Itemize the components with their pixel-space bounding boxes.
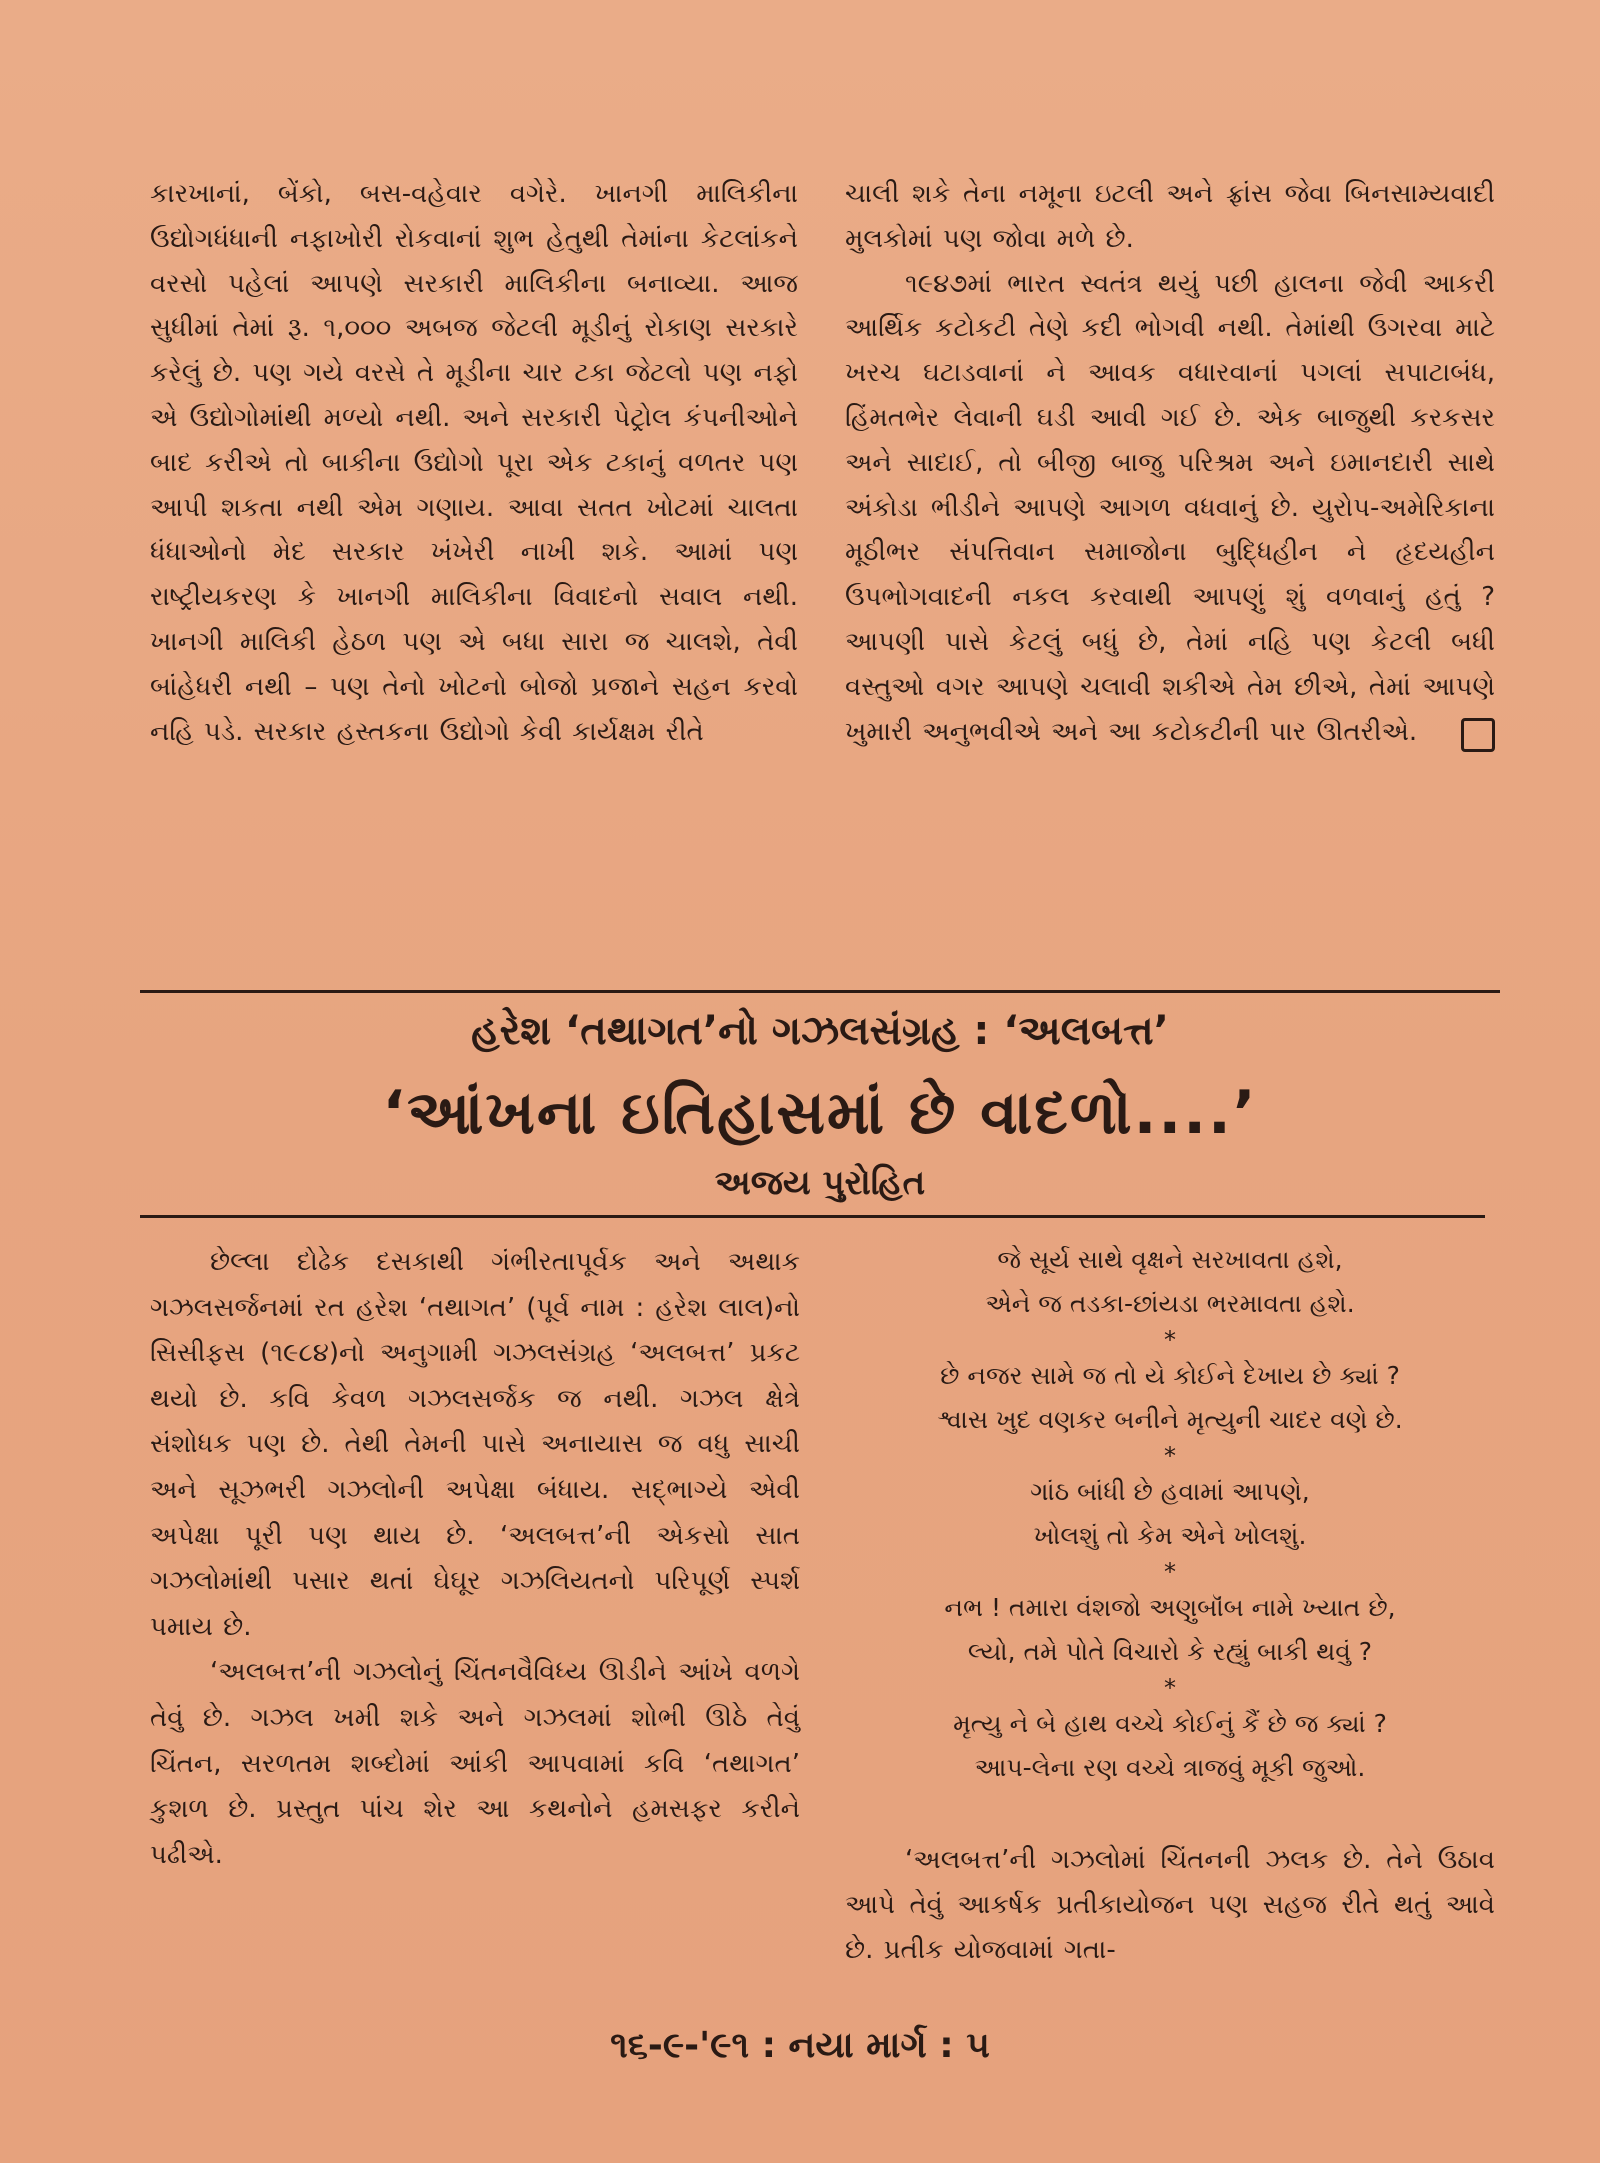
body-paragraph: કારખાનાં, બેંકો, બસ-વહેવાર વગેરે. ખાનગી માલિકીના ઉદ્યોગધંધાની નફાખોરી રોકવાનાં શુભ હેતુથી તેમાંના કેટલાંકને વરસો પહેલાં આપણે સરકારી માલિકીના બનાવ્યા. આજ સુધીમાં તેમાં રૂ. ૧,૦૦૦ અબજ જેટલી મૂડીનું રોકાણ સરકારે કરેલું છે. પણ ગયે વરસે તે મૂડીના ચાર ટકા જેટલો પણ નફો એ ઉદ્યોગોમાંથી મળ્યો નથી. અને સરકારી પેટ્રોલ કંપનીઓને બાદ કરીએ તો બાકીના ઉદ્યોગો પૂરા એક ટકાનું વળતર પણ આપી શકતા નથી એમ ગણાય. આવા સતત ખોટમાં ચાલતા ધંધાઓનો મેદ સરકાર ખંખેરી નાખી શકે. આમાં પણ રાષ્ટ્રીયકરણ કે ખાનગી માલિકીના વિવાદનો સવાલ નથી. ખાનગી માલિકી હેઠળ પણ એ બધા સારા જ ચાલશે, તેવી બાંહેધરી નથી – પણ તેનો ખોટનો બોજો પ્રજાને સહન કરવો નહિ પડે. સરકાર હસ્તકના ઉદ્યોગો કેવી કાર્યક્ષમ રીતે	[150, 179, 798, 747]
body-paragraph: ‘અલબત્ત’ની ગઝલોનું ચિંતનવૈવિધ્ય ઊડીને આંખે વળગે તેવું છે. ગઝલ ખમી શકે અને ગઝલમાં શોભી ઊઠે તેવું ચિંતન, સરળતમ શબ્દોમાં આંકી આપવામાં કવિ ‘તથાગત’ કુશળ છે. પ્રસ્તુત પાંચ શેર આ કથનોને હમસફર કરીને પઢીએ.	[150, 1657, 800, 1870]
separator-star: *	[1164, 1326, 1176, 1354]
bottom-divider	[140, 1215, 1485, 1218]
couplet-line: લ્યો, તમે પોતે વિચારો કે રહ્યું બાકી થવું ?	[967, 1637, 1373, 1666]
bottom-left-column	[150, 1240, 800, 1878]
top-left-column	[150, 172, 798, 754]
couplet-line: છે નજર સામે જ તો યે કોઈને દેખાય છે ક્યાં ?	[940, 1361, 1400, 1390]
separator-star: *	[1164, 1442, 1176, 1470]
poem-excerpts	[845, 1238, 1495, 1790]
couplet-line: મૃત્યુ ને બે હાથ વચ્ચે કોઈનું કૈં છે જ ક્યાં ?	[953, 1709, 1387, 1738]
couplet-line: ગાંઠ બાંધી છે હવામાં આપણે,	[1030, 1477, 1310, 1506]
article-subtitle: હરેશ ‘તથાગત’નો ગઝલસંગ્રહ : ‘અલબત્ત’	[471, 1008, 1169, 1054]
separator-star: *	[1164, 1558, 1176, 1586]
article-title: ‘આંખના ઇતિહાસમાં છે વાદળો....’	[382, 1078, 1258, 1148]
couplet-line: નભ ! તમારા વંશજો અણુબૉંબ નામે ખ્યાત છે,	[944, 1593, 1396, 1622]
bottom-right-column	[845, 1838, 1495, 1972]
couplet-line: શ્વાસ ખુદ વણકર બનીને મૃત્યુની ચાદર વણે છે.	[937, 1405, 1403, 1434]
couplet-line: જે સૂર્ય સાથે વૃક્ષને સરખાવતા હશે,	[997, 1245, 1343, 1274]
couplet-line: ખોલશું તો કેમ એને ખોલશું.	[1033, 1521, 1307, 1550]
body-paragraph: ‘અલબત્ત’ની ગઝલોમાં ચિંતનની ઝલક છે. તેને ઉઠાવ આપે તેવું આકર્ષક પ્રતીકાયોજન પણ સહજ રીતે થતું આવે છે. પ્રતીક યોજવામાં ગતા-	[845, 1845, 1495, 1965]
body-paragraph: છેલ્લા દોઢેક દસકાથી ગંભીરતાપૂર્વક અને અથાક ગઝલસર્જનમાં રત હરેશ ‘તથાગત’ (પૂર્વ નામ : હરેશ લાલ)નો સિસીફસ (૧૯૮૪)નો અનુગામી ગઝલસંગ્રહ ‘અલબત્ત’ પ્રકટ થયો છે. કવિ કેવળ ગઝલસર્જક જ નથી. ગઝલ ક્ષેત્રે સંશોધક પણ છે. તેથી તેમની પાસે અનાયાસ જ વધુ સાચી અને સૂઝભરી ગઝલોની અપેક્ષા બંધાય. સદ્ભાગ્યે એવી અપેક્ષા પૂરી પણ થાય છે. ‘અલબત્ત’ની એકસો સાત ગઝલોમાંથી પસાર થતાં ઘેઘૂર ગઝલિયતનો પરિપૂર્ણ સ્પર્શ પમાય છે.	[150, 1247, 800, 1642]
couplet-line: આપ-લેના રણ વચ્ચે ત્રાજવું મૂકી જુઓ.	[974, 1753, 1366, 1782]
top-divider	[140, 990, 1500, 993]
couplet-line: એને જ તડકા-છાંયડા ભરમાવતા હશે.	[985, 1289, 1355, 1318]
end-of-article-mark	[1461, 718, 1495, 752]
article-author: અજય પુરોહિત	[714, 1163, 926, 1203]
top-right-column	[845, 172, 1495, 754]
body-paragraph: ચાલી શકે તેના નમૂના ઇટલી અને ફ્રાંસ જેવા બિનસામ્યવાદી મુલકોમાં પણ જોવા મળે છે.	[845, 179, 1495, 254]
body-paragraph	[845, 262, 1495, 755]
page-footer: ૧૬-૯-'૯૧ : નયા માર્ગ : ૫	[610, 2025, 990, 2066]
separator-star: *	[1164, 1674, 1176, 1702]
paragraph-text: ૧૯૪૭માં ભારત સ્વતંત્ર થયું પછી હાલના જેવી આકરી આર્થિક કટોકટી તેણે કદી ભોગવી નથી. તેમાંથી ઉગરવા માટે ખરચ ઘટાડવાનાં ને આવક વધારવાનાં પગલાં સપાટાબંધ, હિંમતભેર લેવાની ઘડી આવી ગઈ છે. એક બાજુથી કરકસર અને સાદાઈ, તો બીજી બાજુ પરિશ્રમ અને ઇમાનદારી સાથે અંકોડા ભીડીને આપણે આગળ વધવાનું છે. યુરોપ-અમેરિકાના મૂઠીભર સંપત્તિવાન સમાજોના બુદ્ધિહીન ને હૃદયહીન ઉપભોગવાદની નકલ કરવાથી આપણું શું વળવાનું હતું ? આપણી પાસે કેટલું બધું છે, તેમાં નહિ પણ કેટલી બધી વસ્તુઓ વગર આપણે ચલાવી શકીએ તેમ છીએ, તેમાં આપણે ખુમારી અનુભવીએ અને આ કટોકટીની પાર ઊતરીએ.	[845, 268, 1495, 747]
